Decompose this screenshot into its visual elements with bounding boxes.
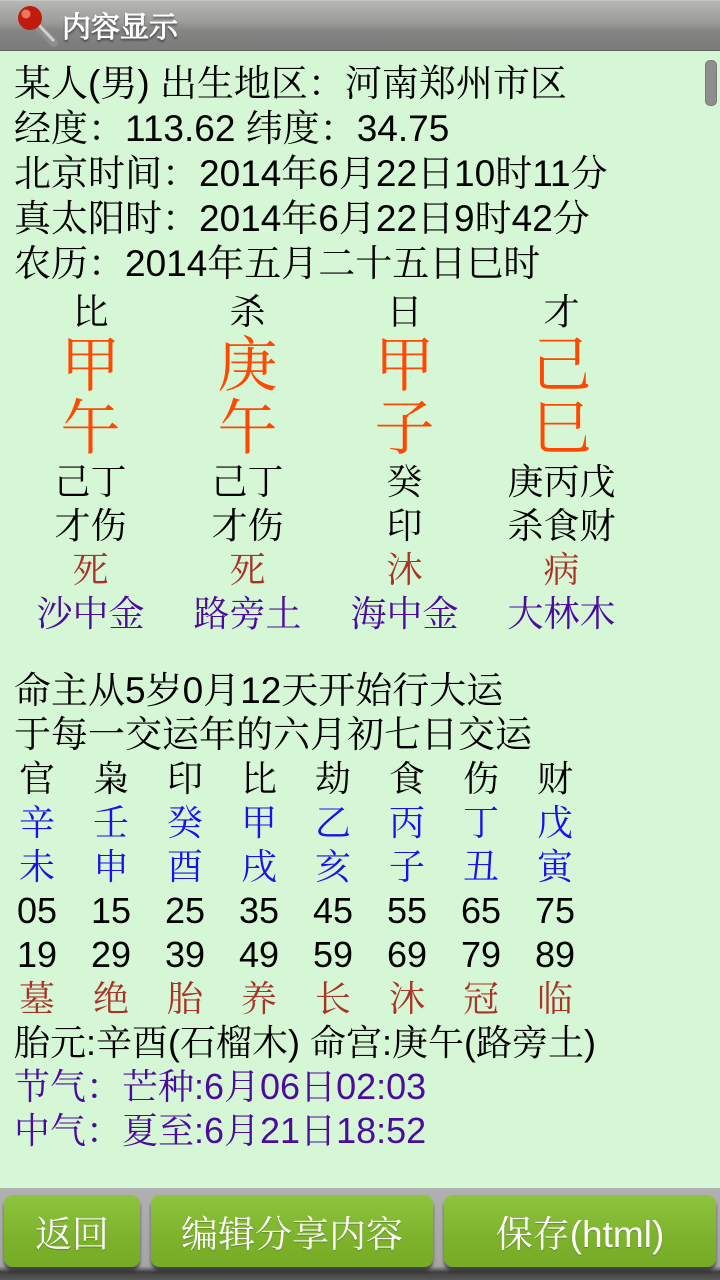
luck-year: 79 xyxy=(460,934,502,975)
luck-stem: 甲 xyxy=(240,802,277,843)
earthly-branch: 巳 xyxy=(531,395,592,462)
life-stage: 死 xyxy=(72,549,109,590)
luck-year: 29 xyxy=(90,934,132,975)
luck-god: 枭 xyxy=(92,758,129,799)
luck-year: 49 xyxy=(238,934,280,975)
heavenly-stem: 庚 xyxy=(217,332,278,399)
pillar-gods-row xyxy=(0,290,720,334)
nayin: 路旁土 xyxy=(193,593,302,634)
luck-branch: 申 xyxy=(92,846,129,887)
true-solar-time-line: 真太阳时：2014年6月22日9时42分 xyxy=(14,198,590,239)
luck-exchange-line: 于每一交运年的六月初七日交运 xyxy=(14,714,532,755)
birth-info-block xyxy=(0,61,720,286)
luck-stages-row xyxy=(0,977,720,1021)
bottom-button-bar xyxy=(0,1188,720,1280)
luck-branch: 酉 xyxy=(166,846,203,887)
earthly-branch: 午 xyxy=(217,395,278,462)
hidden-stems-row xyxy=(0,460,720,504)
hidden-gods: 印 xyxy=(386,505,423,546)
page-title: 内容显示 xyxy=(62,11,179,44)
life-stage: 死 xyxy=(229,549,266,590)
hidden-gods-row xyxy=(0,504,720,548)
hidden-stems: 己丁 xyxy=(54,461,127,502)
luck-gods-row xyxy=(0,757,720,801)
luck-branch: 子 xyxy=(388,846,425,887)
save-html-button[interactable]: 保存(html) xyxy=(444,1195,716,1267)
luck-stem: 乙 xyxy=(314,802,351,843)
hidden-stems: 癸 xyxy=(386,461,423,502)
luck-year: 59 xyxy=(312,934,354,975)
luck-stem: 癸 xyxy=(166,802,203,843)
heavenly-stem: 甲 xyxy=(374,332,435,399)
luck-age: 55 xyxy=(386,890,428,931)
luck-age: 05 xyxy=(16,890,58,931)
luck-branches-row xyxy=(0,845,720,889)
luck-branch: 亥 xyxy=(314,846,351,887)
luck-age: 75 xyxy=(534,890,576,931)
luck-god: 劫 xyxy=(314,758,351,799)
longitude-latitude-line: 经度：113.62 纬度：34.75 xyxy=(14,108,450,149)
extra-info-block xyxy=(0,1021,720,1153)
luck-stem: 壬 xyxy=(92,802,129,843)
nayin: 大林木 xyxy=(507,593,616,634)
hidden-gods: 才伤 xyxy=(54,505,127,546)
hidden-stems: 庚丙戊 xyxy=(507,461,616,502)
luck-god: 财 xyxy=(536,758,573,799)
luck-branch: 丑 xyxy=(462,846,499,887)
name-birthplace-line: 某人(男) 出生地区：河南郑州市区 xyxy=(14,63,567,104)
title-bar xyxy=(0,0,720,51)
pillar-god: 才 xyxy=(543,291,580,332)
heavenly-stem: 己 xyxy=(531,332,592,399)
luck-years-row xyxy=(0,933,720,977)
luck-ages-row xyxy=(0,889,720,933)
life-stages-row xyxy=(0,548,720,592)
pillar-god: 比 xyxy=(72,291,109,332)
luck-god: 印 xyxy=(166,758,203,799)
luck-stage: 墓 xyxy=(18,978,55,1019)
hidden-gods: 杀食财 xyxy=(507,505,616,546)
luck-branch: 寅 xyxy=(536,846,573,887)
life-stage: 沐 xyxy=(386,549,423,590)
luck-year: 19 xyxy=(16,934,58,975)
beijing-time-line: 北京时间：2014年6月22日10时11分 xyxy=(14,153,608,194)
luck-stem: 丁 xyxy=(462,802,499,843)
luck-god: 官 xyxy=(18,758,55,799)
nayin-row xyxy=(0,592,720,635)
earthly-branch: 午 xyxy=(60,395,121,462)
pillar-god: 杀 xyxy=(229,291,266,332)
jieqi-line: 节气：芒种:6月06日02:03 xyxy=(14,1066,427,1107)
hidden-stems: 己丁 xyxy=(211,461,284,502)
luck-cycle-table xyxy=(0,757,720,1021)
luck-stage: 绝 xyxy=(92,978,129,1019)
back-button[interactable]: 返回 xyxy=(4,1195,140,1267)
luck-stage: 临 xyxy=(536,978,573,1019)
zhongqi-line: 中气：夏至:6月21日18:52 xyxy=(14,1110,427,1151)
life-stage: 病 xyxy=(543,549,580,590)
luck-god: 食 xyxy=(388,758,425,799)
nayin: 海中金 xyxy=(350,593,459,634)
luck-age: 25 xyxy=(164,890,206,931)
luck-age: 35 xyxy=(238,890,280,931)
hidden-gods: 才伤 xyxy=(211,505,284,546)
luck-stage: 胎 xyxy=(166,978,203,1019)
luck-year: 89 xyxy=(534,934,576,975)
luck-start-line: 命主从5岁0月12天开始行大运 xyxy=(14,670,504,711)
nayin: 沙中金 xyxy=(36,593,145,634)
luck-stem: 辛 xyxy=(18,802,55,843)
luck-age: 65 xyxy=(460,890,502,931)
luck-stems-row xyxy=(0,801,720,845)
luck-year: 69 xyxy=(386,934,428,975)
luck-stem: 戊 xyxy=(536,802,573,843)
scrollbar-thumb[interactable] xyxy=(705,60,717,106)
luck-stem: 丙 xyxy=(388,802,425,843)
edit-share-content-button[interactable]: 编辑分享内容 xyxy=(151,1195,433,1267)
earthly-branch: 子 xyxy=(374,395,435,462)
luck-year: 39 xyxy=(164,934,206,975)
pillar-god: 日 xyxy=(386,291,423,332)
heavenly-stem: 甲 xyxy=(60,332,121,399)
luck-age: 15 xyxy=(90,890,132,931)
earthly-branches-row xyxy=(0,395,720,462)
luck-stage: 长 xyxy=(314,978,351,1019)
four-pillars-table xyxy=(0,290,720,635)
luck-age: 45 xyxy=(312,890,354,931)
luck-cycle-intro xyxy=(0,669,720,757)
luck-stage: 养 xyxy=(240,978,277,1019)
luck-god: 伤 xyxy=(462,758,499,799)
luck-branch: 戌 xyxy=(240,846,277,887)
luck-branch: 未 xyxy=(18,846,55,887)
luck-god: 比 xyxy=(240,758,277,799)
heavenly-stems-row xyxy=(0,334,720,398)
red-pin-magnifier-icon xyxy=(10,4,58,48)
lunar-date-line: 农历：2014年五月二十五日巳时 xyxy=(14,243,541,284)
content-scroll-area[interactable] xyxy=(0,51,720,1188)
luck-stage: 冠 xyxy=(462,978,499,1019)
luck-stage: 沐 xyxy=(388,978,425,1019)
taiyuan-minggong-line: 胎元:辛酉(石榴木) 命宫:庚午(路旁土) xyxy=(14,1022,596,1063)
